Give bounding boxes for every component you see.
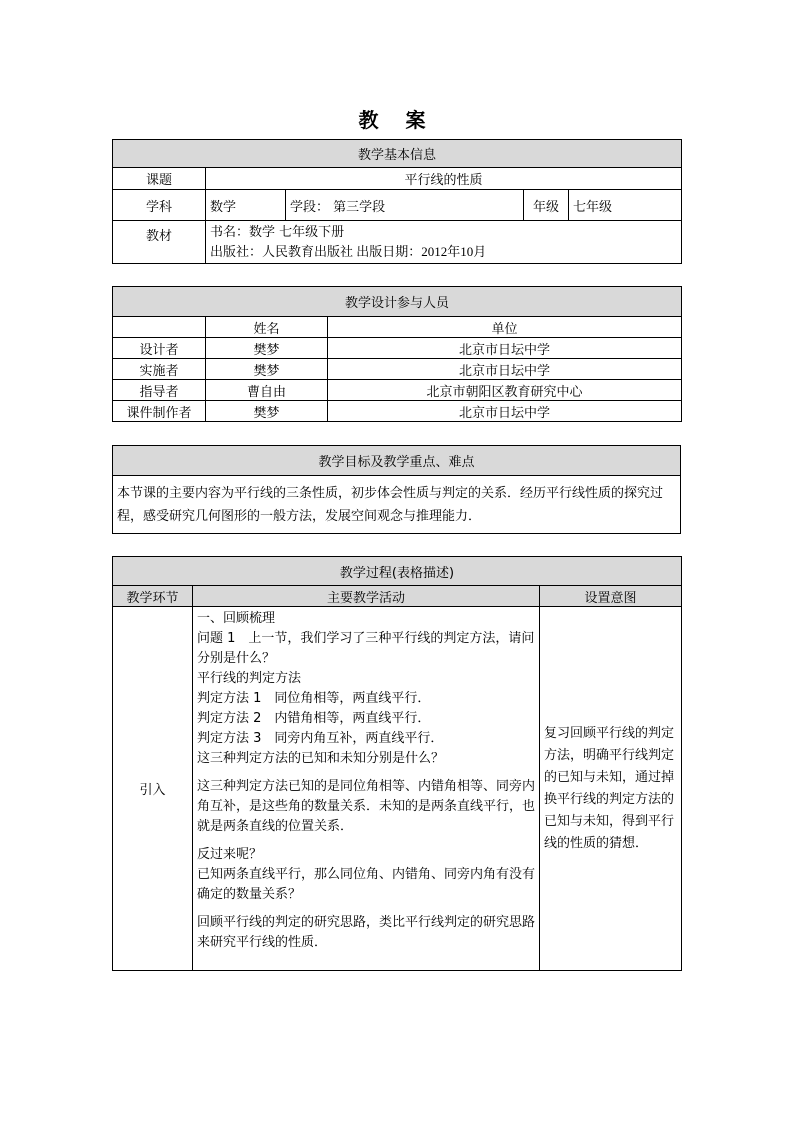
topic-value: 平行线的性质	[206, 168, 682, 190]
participants-table	[112, 286, 682, 422]
participants-header: 教学设计参与人员	[113, 287, 682, 317]
textbook-publisher-line: 出版社：人民教育出版社 出版日期：2012年10月	[210, 244, 487, 259]
participant-name: 樊梦	[206, 359, 328, 380]
participant-unit: 北京市日坛中学	[328, 359, 682, 380]
stage-value: 第三学段	[333, 199, 386, 215]
activity-paragraph: 判定方法 3 同旁内角互补，两直线平行．	[197, 731, 444, 746]
subject-label: 学科	[113, 190, 206, 221]
textbook-details	[206, 221, 682, 264]
table-row	[113, 401, 682, 422]
process-header: 教学过程(表格描述)	[113, 557, 682, 586]
table-row	[113, 359, 682, 380]
participant-unit: 北京市日坛中学	[328, 401, 682, 422]
process-table	[112, 556, 682, 971]
stage-cell	[286, 190, 524, 221]
participant-role: 实施者	[113, 359, 206, 380]
table-row	[113, 338, 682, 359]
stage-intro: 引入	[113, 607, 193, 971]
participant-role: 课件制作者	[113, 401, 206, 422]
activity-paragraph: 平行线的判定方法	[197, 671, 302, 686]
activity-paragraph: 这三种判定方法已知的是同位角相等、内错角相等、同旁内角互补，是这些角的数量关系．未知的是两条直线平行，也就是两条直线的位置关系．	[197, 779, 536, 834]
textbook-book-line: 书名：数学 七年级下册	[210, 225, 345, 240]
participant-name: 樊梦	[206, 401, 328, 422]
activity-paragraph: 反过来呢？	[197, 847, 263, 862]
basic-info-header: 教学基本信息	[113, 140, 682, 168]
table-row	[113, 380, 682, 401]
activity-paragraph: 已知两条直线平行，那么同位角、内错角、同旁内角有没有确定的数量关系？	[197, 867, 536, 902]
topic-label: 课题	[113, 168, 206, 190]
participant-name: 樊梦	[206, 338, 328, 359]
column-name: 姓名	[206, 317, 328, 338]
participant-role: 设计者	[113, 338, 206, 359]
objectives-text: 本节课的主要内容为平行线的三条性质，初步体会性质与判定的关系．经历平行线性质的探究过程，感受研究几何图形的一般方法，发展空间观念与推理能力．	[113, 476, 681, 534]
document-title: 教 案	[358, 108, 436, 132]
activity-paragraph: 判定方法 2 内错角相等，两直线平行．	[197, 711, 431, 726]
participant-name: 曹自由	[206, 380, 328, 401]
basic-info-table	[112, 139, 682, 264]
objectives-table	[112, 445, 681, 534]
column-unit: 单位	[328, 317, 682, 338]
column-intent: 设置意图	[540, 586, 682, 607]
activity-paragraph: 判定方法 1 同位角相等，两直线平行．	[197, 691, 431, 706]
intent-text: 复习回顾平行线的判定方法，明确平行线判定的已知与未知，通过掉换平行线的判定方法的已知与未知，得到平行线的性质的猜想．	[540, 607, 682, 971]
grade-label: 年级	[524, 190, 569, 221]
activity-paragraph: 回顾平行线的判定的研究思路，类比平行线判定的研究思路来研究平行线的性质．	[197, 915, 536, 950]
participant-unit: 北京市朝阳区教育研究中心	[328, 380, 682, 401]
column-activity: 主要教学活动	[193, 586, 540, 607]
participant-role: 指导者	[113, 380, 206, 401]
participants-blank-cell	[113, 317, 206, 338]
activity-paragraph: 一、回顾梳理	[197, 611, 276, 626]
stage-label: 学段：	[290, 199, 330, 215]
grade-value: 七年级	[569, 190, 682, 221]
objectives-header: 教学目标及教学重点、难点	[113, 446, 681, 476]
textbook-label: 教材	[113, 221, 206, 264]
participant-unit: 北京市日坛中学	[328, 338, 682, 359]
column-stage: 教学环节	[113, 586, 193, 607]
activity-paragraph: 这三种判定方法的已知和未知分别是什么？	[197, 751, 445, 766]
activity-paragraph: 问题 1 上一节，我们学习了三种平行线的判定方法，请问分别是什么？	[197, 631, 535, 666]
subject-value: 数学	[206, 190, 286, 221]
activity-cell	[193, 607, 540, 971]
